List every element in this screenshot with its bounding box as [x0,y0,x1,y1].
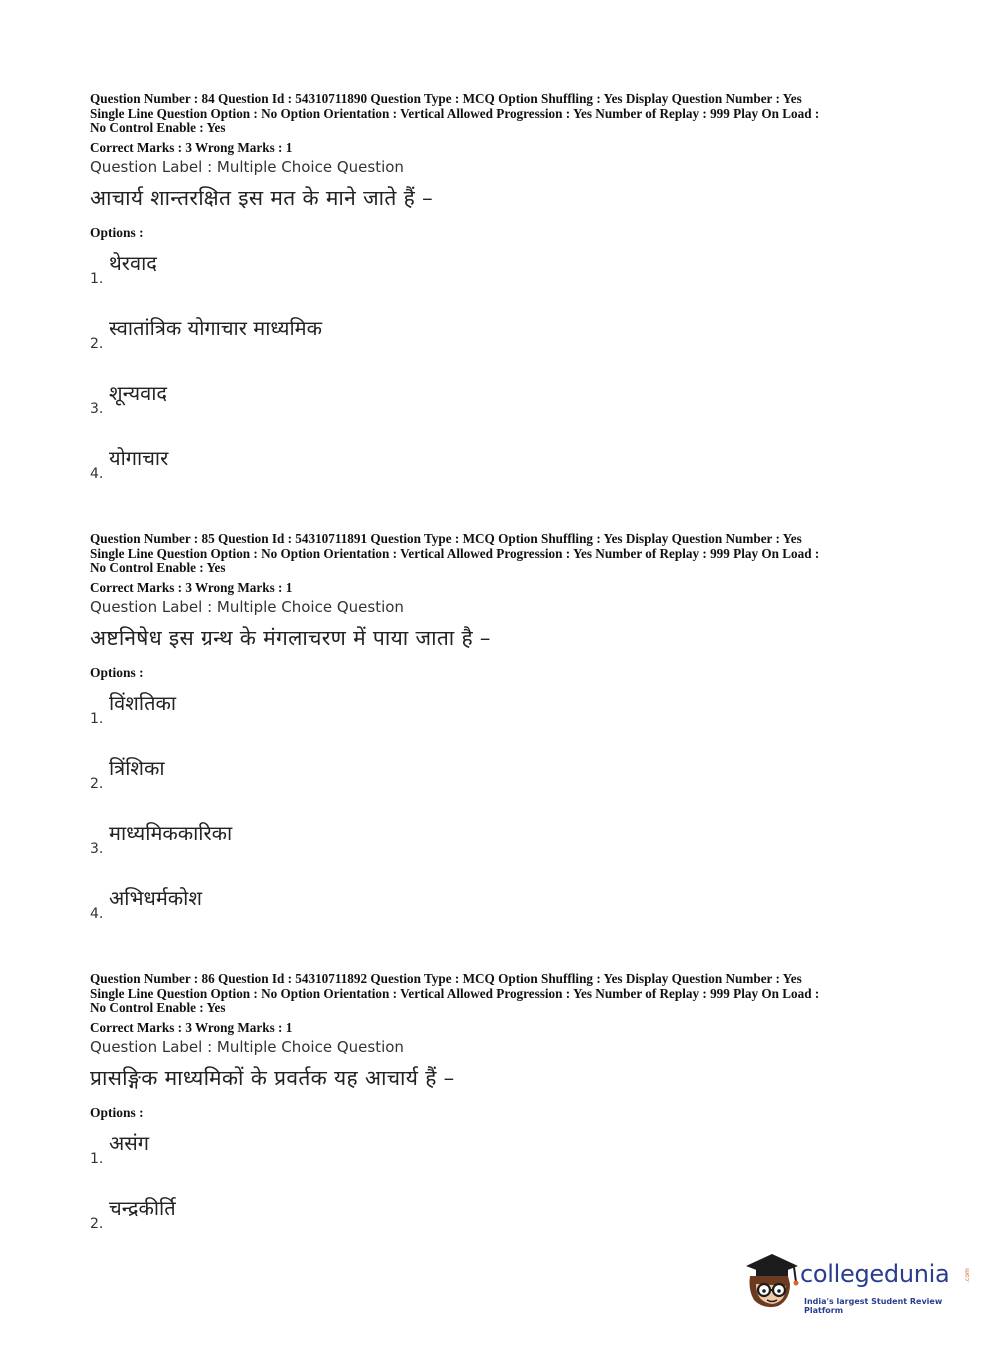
question-meta-line: No Control Enable : Yes [90,1000,226,1015]
option-text: त्रिंशिका [109,755,165,780]
mascot-icon [742,1250,800,1314]
option-text: स्वातांत्रिक योगाचार माध्यमिक [109,315,322,340]
question-meta-line: No Control Enable : Yes [90,120,226,135]
option-number: 2. [90,335,104,352]
options-heading: Options : [90,664,144,680]
collegedunia-logo[interactable] [742,1250,972,1320]
option-number: 4. [90,465,104,482]
option-text: अभिधर्मकोश [109,885,202,910]
option-item [90,819,920,884]
option-item [90,249,920,314]
option-item [90,1194,920,1259]
options-list [90,1129,920,1259]
question-meta-line: No Control Enable : Yes [90,560,226,575]
question-meta-line: Single Line Question Option : No Option Orientation : Vertical Allowed Progression : Yes Number of Replay : 999 Play On Load : [90,105,820,121]
options-heading: Options : [90,224,144,240]
question-marks: Correct Marks : 3 Wrong Marks : 1 [90,1019,293,1035]
option-item [90,379,920,444]
options-heading: Options : [90,1104,144,1120]
question-text: आचार्य शान्तरक्षित इस मत के माने जाते हैं – [90,185,433,210]
logo-tagline: India's largest Student Review Platform [804,1297,943,1315]
option-item [90,1129,920,1194]
question-label: Question Label : Multiple Choice Question [90,157,404,176]
question-marks: Correct Marks : 3 Wrong Marks : 1 [90,579,293,595]
question-meta-line: Question Number : 86 Question Id : 54310711892 Question Type : MCQ Option Shuffling : Yes Display Question Number : Yes [90,971,802,986]
option-number: 1. [90,710,104,727]
question-block-84 [90,92,920,509]
option-text: असंग [109,1130,150,1155]
option-number: 2. [90,1215,104,1232]
option-text: चन्द्रकीर्ति [109,1195,176,1220]
logo-domain-suffix: .com [963,1268,971,1283]
option-item [90,884,920,949]
option-text: विंशतिका [109,690,177,715]
question-meta-line: Single Line Question Option : No Option Orientation : Vertical Allowed Progression : Yes Number of Replay : 999 Play On Load : [90,985,820,1001]
option-text: योगाचार [109,445,169,470]
question-text: प्रासङ्गिक माध्यमिकों के प्रवर्तक यह आचार्य हैं – [90,1065,455,1090]
question-block-86 [90,972,920,1259]
question-meta-line: Question Number : 85 Question Id : 54310711891 Question Type : MCQ Option Shuffling : Yes Display Question Number : Yes [90,531,802,546]
options-list [90,249,920,509]
option-item [90,314,920,379]
question-meta-line: Question Number : 84 Question Id : 54310711890 Question Type : MCQ Option Shuffling : Yes Display Question Number : Yes [90,91,802,106]
question-label: Question Label : Multiple Choice Question [90,1037,404,1056]
option-number: 2. [90,775,104,792]
option-number: 1. [90,270,104,287]
option-number: 4. [90,905,104,922]
option-number: 1. [90,1150,104,1167]
option-item [90,689,920,754]
option-text: शून्यवाद [109,380,168,405]
question-meta-line: Single Line Question Option : No Option Orientation : Vertical Allowed Progression : Yes Number of Replay : 999 Play On Load : [90,545,820,561]
option-item [90,754,920,819]
question-marks: Correct Marks : 3 Wrong Marks : 1 [90,139,293,155]
option-text: माध्यमिककारिका [109,820,233,845]
option-text: थेरवाद [109,250,157,275]
option-number: 3. [90,400,104,417]
logo-wordmark: collegedunia [800,1260,950,1288]
question-label: Question Label : Multiple Choice Question [90,597,404,616]
option-number: 3. [90,840,104,857]
question-text: अष्टनिषेध इस ग्रन्थ के मंगलाचरण में पाया जाता है – [90,625,491,650]
option-item [90,444,920,509]
question-block-85 [90,532,920,949]
options-list [90,689,920,949]
